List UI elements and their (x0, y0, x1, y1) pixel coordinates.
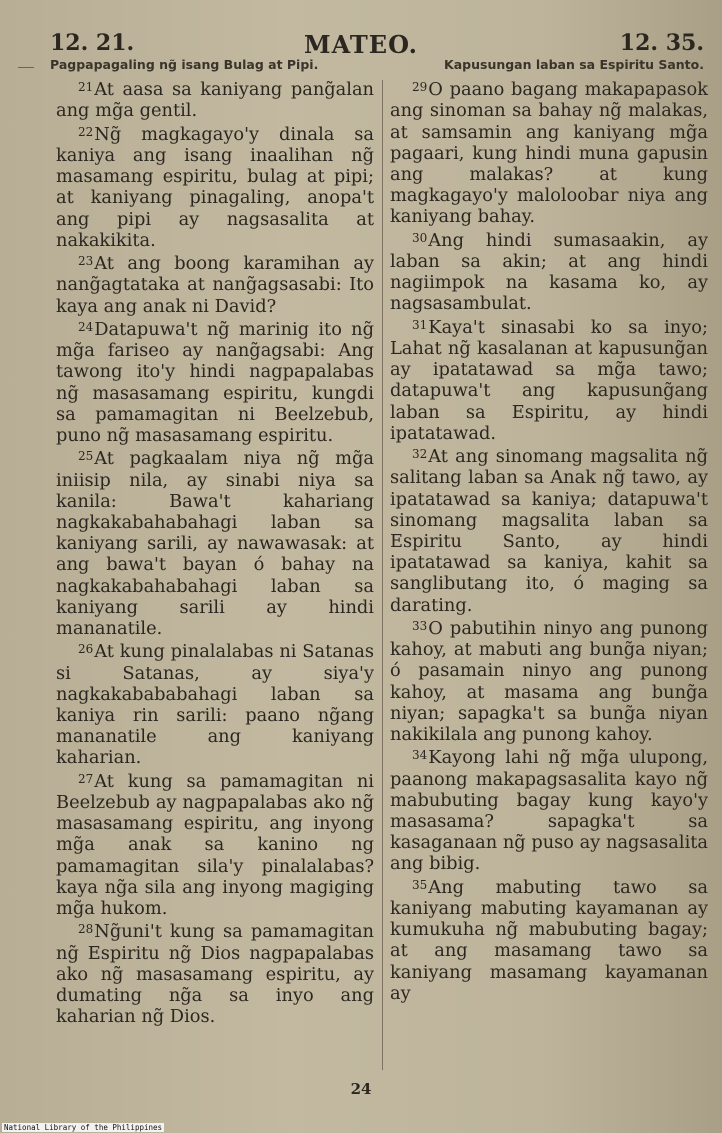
verse-text: Ang mabuting tawo sa kaniyang mabuting kayamanan ay kumukuha ng̃ mabubuting bagay; at ang masamang tawo sa kaniyang masamang kayamanan ay (390, 876, 708, 1004)
verse (56, 122, 374, 251)
verse-number: 35 (412, 877, 428, 892)
verse-number: 34 (412, 748, 428, 763)
verse-text: Ang hindi sumasaakin, ay laban sa akin; at ang hindi nagiimpok na kasama ko, ay nagsasambulat. (390, 229, 708, 315)
verse-number: 25 (78, 449, 94, 464)
verse (56, 446, 374, 639)
verse (56, 639, 374, 768)
verse (390, 228, 708, 315)
verse-number: 21 (78, 80, 94, 94)
verse (56, 769, 374, 920)
left-section-heading: Pagpapagaling ng̃ isang Bulag at Pipi. (50, 57, 319, 72)
verse-number: 26 (78, 642, 94, 657)
verse-number: 24 (78, 319, 94, 334)
verse (56, 251, 374, 317)
verse-text: Ng̃uni't kung sa pamamagitan ng̃ Espiritu ng̃ Dios nagpapalabas ako ng̃ masasamang espiritu, ay dumating ng̃a sa inyo ang kaharian ng̃ Dios. (56, 921, 374, 1028)
verse-number: 29 (412, 80, 428, 94)
verse (56, 317, 374, 446)
verse (56, 77, 374, 122)
verse-text: Kayong lahi ng̃ mg̃a ulupong, paanong makapagsasalita kayo ng̃ mabubuting bagay kung kayo'y masasama? sapagka't sa kasaganaan ng̃ puso ay nagsasalita ang bibig. (390, 747, 708, 875)
page-number: 24 (350, 1080, 372, 1098)
verse-text: O paano bagang makapapasok ang sinoman sa bahay ng̃ malakas, at samsamin ang kaniyang mg̃a pagaari, kung hindi muna gapusin ang malakas? at kung magkagayo'y maloloobar niya ang kaniyang bahay. (390, 79, 708, 228)
margin-dash (18, 67, 34, 68)
verse (56, 919, 374, 1027)
right-running-reference: 12. 35. (619, 30, 704, 56)
verse-text: Kaya't sinasabi ko sa inyo; Lahat ng̃ kasalanan at kapusung̃an ay ipatatawad sa mg̃a tawo; datapuwa't ang kapusung̃ang laban sa Espiritu, ay hindi ipatatawad. (390, 316, 708, 444)
verse-number: 33 (412, 618, 428, 633)
verse (390, 875, 708, 1004)
verse (390, 315, 708, 444)
column-divider (382, 80, 383, 1070)
verse-number: 27 (78, 771, 94, 786)
verse-number: 31 (412, 317, 428, 332)
verse-number: 23 (78, 254, 94, 268)
verse-text: At pagkaalam niya ng̃ mg̃a iniisip nila, ay sinabi niya sa kanila: Bawa't kahariang nagkakabahabahagi laban sa kaniyang sarili, ay nawawasak: at ang bawa't bayan ó bahay na nagkakabahabahagi laban sa kaniyang sarili ay hindi mananatile. (56, 448, 374, 640)
verse-text: Ng̃ magkagayo'y dinala sa kaniya ang isang inaalihan ng̃ masamang espiritu, bulag at pipi; at kaniyang pinagaling, anopa't ang pipi ay nagsasalita at nakakikita. (56, 123, 374, 251)
verse-number: 30 (412, 230, 428, 245)
verse-text: At kung pinalalabas ni Satanas si Satanas, ay siya'y nagkakabababahagi laban sa kaniya rin sarili: paano ng̃ang mananatile ang kaniyang kaharian. (56, 641, 374, 769)
verse-number: 32 (412, 447, 428, 462)
library-footer: National Library of the Philippines (4, 1123, 163, 1132)
right-section-heading: Kapusungan laban sa Espiritu Santo. (444, 57, 704, 72)
verse-text: At ang boong karamihan ay nang̃agtataka at nang̃agsasabi: Ito kaya ang anak ni David? (56, 253, 374, 317)
verse-text: At ang sinomang magsalita ng̃ salitang laban sa Anak ng̃ tawo, ay ipatatawad sa kaniya; datapuwa't sinomang magsalita laban sa Espiritu Santo, ay hindi ipatatawad sa kaniya, kahit sa sanglibutang ito, ó maging sa darating. (390, 446, 708, 616)
right-text-column (390, 77, 708, 1004)
left-text-column (56, 77, 374, 1027)
verse-text: At kung sa pamamagitan ni Beelzebub ay nagpapalabas ako ng̃ masasamang espiritu, ang inyong mg̃a anak sa kanino ng pamamagitan sila'y pinalalabas? kaya ng̃a sila ang inyong magiging mg̃a hukom. (56, 770, 374, 920)
verse (390, 745, 708, 874)
book-title: MATEO. (304, 30, 418, 59)
verse-text: Datapuwa't ng̃ marinig ito ng̃ mg̃a fariseo ay nang̃agsabi: Ang tawong ito'y hindi nagpapalabas ng̃ masasamang espiritu, kungdi sa pamamagitan ni Beelzebub, puno ng̃ masasamang espiritu. (56, 318, 374, 446)
verse-number: 22 (78, 124, 94, 139)
verse-number: 28 (78, 922, 94, 937)
verse (390, 616, 708, 745)
verse (390, 444, 708, 616)
verse-text: O pabutihin ninyo ang punong kahoy, at mabuti ang bung̃a niyan; ó pasamain ninyo ang punong kahoy, at masama ang bung̃a niyan; sapagka't sa bung̃a niyan nakikilala ang punong kahoy. (390, 618, 708, 746)
verse (390, 77, 708, 228)
verse-text: At aasa sa kaniyang pang̃alan ang mg̃a gentil. (56, 79, 374, 122)
left-running-reference: 12. 21. (50, 30, 135, 56)
